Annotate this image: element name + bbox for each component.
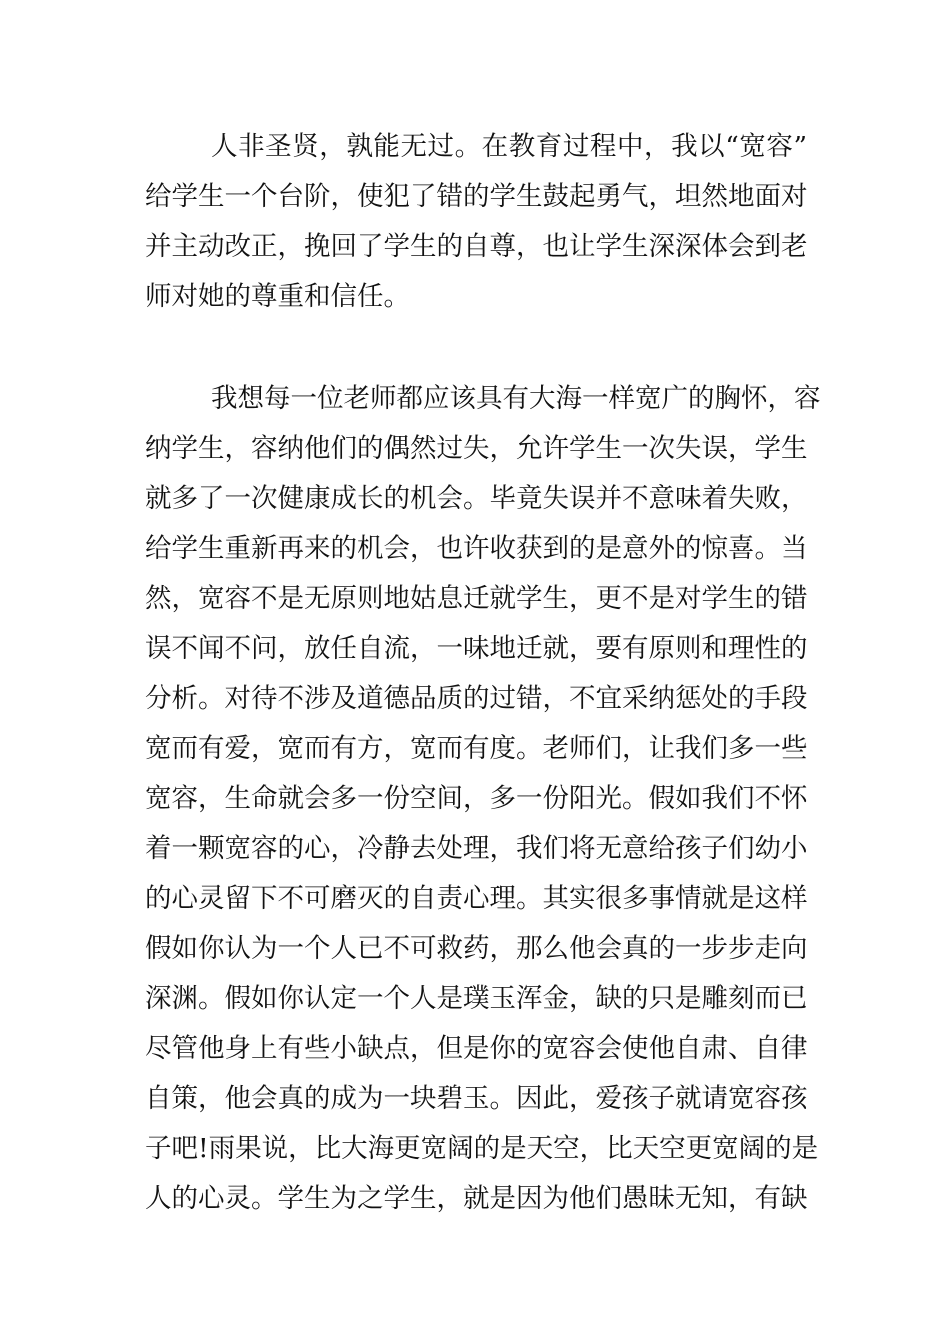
text-line: 误不闻不问，放任自流，一味地迁就，要有原则和理性的 <box>145 633 808 664</box>
text-line: 深渊。假如你认定一个人是璞玉浑金，缺的只是雕刻而已 <box>145 983 808 1014</box>
text-line: 尽管他身上有些小缺点，但是你的宽容会使他自肃、自律 <box>145 1033 808 1064</box>
text-line: 人的心灵。学生为之学生，就是因为他们愚昧无知，有缺 <box>145 1183 808 1214</box>
paragraph-2 <box>145 374 821 1224</box>
text-line: 给学生一个台阶，使犯了错的学生鼓起勇气，坦然地面对 <box>145 181 808 212</box>
text-line: 人非圣贤，孰能无过。在教育过程中，我以“宽容” <box>211 131 807 162</box>
text-line: 师对她的尊重和信任。 <box>145 281 410 312</box>
paragraph-1 <box>145 122 807 322</box>
text-line: 我想每一位老师都应该具有大海一样宽广的胸怀，容 <box>211 383 821 414</box>
text-line: 着一颗宽容的心，冷静去处理，我们将无意给孩子们幼小 <box>145 833 808 864</box>
text-line: 宽容，生命就会多一份空间，多一份阳光。假如我们不怀 <box>145 783 808 814</box>
text-line: 纳学生，容纳他们的偶然过失，允许学生一次失误，学生 <box>145 433 808 464</box>
text-line: 给学生重新再来的机会，也许收获到的是意外的惊喜。当 <box>145 533 808 564</box>
text-line: 宽而有爱，宽而有方，宽而有度。老师们，让我们多一些 <box>145 733 808 764</box>
text-line: 自策，他会真的成为一块碧玉。因此，爱孩子就请宽容孩 <box>145 1083 808 1114</box>
text-line: 的心灵留下不可磨灭的自责心理。其实很多事情就是这样 <box>145 883 808 914</box>
text-line: 然，宽容不是无原则地姑息迁就学生，更不是对学生的错 <box>145 583 808 614</box>
text-line: 就多了一次健康成长的机会。毕竟失误并不意味着失败， <box>145 483 808 514</box>
text-line: 假如你认为一个人已不可救药，那么他会真的一步步走向 <box>145 933 808 964</box>
text-line: 分析。对待不涉及道德品质的过错，不宜采纳惩处的手段 <box>145 683 808 714</box>
text-line: 并主动改正，挽回了学生的自尊，也让学生深深体会到老 <box>145 231 808 262</box>
text-line: 子吧!雨果说，比大海更宽阔的是天空，比天空更宽阔的是 <box>145 1133 819 1164</box>
